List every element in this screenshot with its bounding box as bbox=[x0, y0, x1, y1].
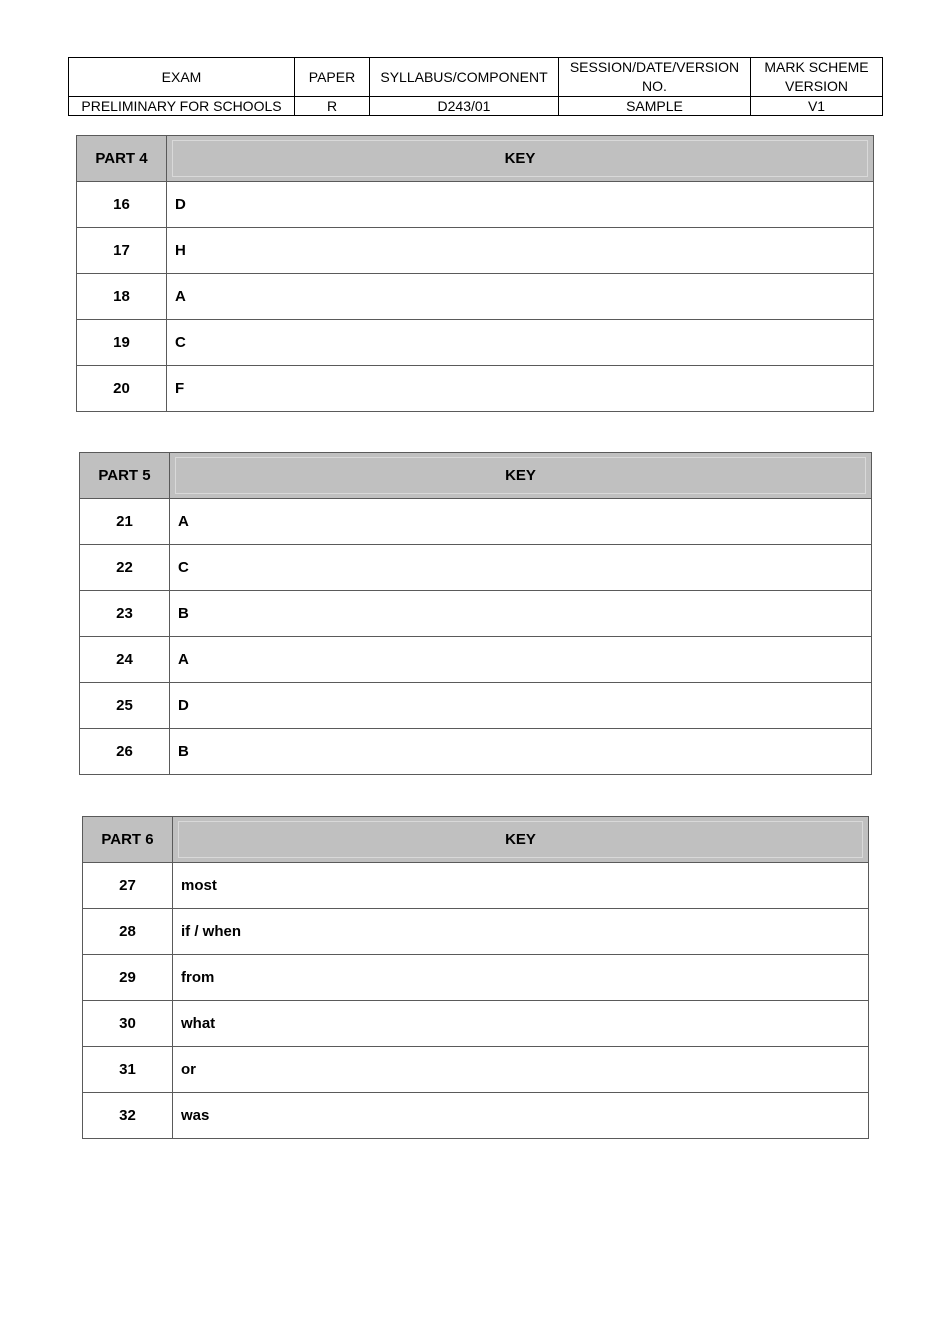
table-row bbox=[83, 1001, 869, 1047]
header-paper: PAPER bbox=[295, 58, 370, 97]
answer-key: C bbox=[167, 320, 874, 366]
question-number: 29 bbox=[83, 955, 173, 1001]
question-number: 32 bbox=[83, 1093, 173, 1139]
part-6-key-table bbox=[82, 816, 869, 1139]
table-row bbox=[80, 729, 872, 775]
question-number: 18 bbox=[77, 274, 167, 320]
key-label: KEY bbox=[175, 457, 866, 494]
table-row bbox=[80, 637, 872, 683]
table-row bbox=[80, 499, 872, 545]
answer-key: from bbox=[173, 955, 869, 1001]
question-number: 16 bbox=[77, 182, 167, 228]
value-mark-scheme-version: V1 bbox=[751, 97, 883, 116]
answer-key: or bbox=[173, 1047, 869, 1093]
table-row bbox=[83, 955, 869, 1001]
key-heading bbox=[167, 136, 874, 182]
table-row bbox=[83, 1093, 869, 1139]
header-session-date-version: SESSION/DATE/VERSION NO. bbox=[559, 58, 751, 97]
question-number: 26 bbox=[80, 729, 170, 775]
question-number: 24 bbox=[80, 637, 170, 683]
question-number: 31 bbox=[83, 1047, 173, 1093]
header-exam: EXAM bbox=[69, 58, 295, 97]
question-number: 27 bbox=[83, 863, 173, 909]
answer-key: was bbox=[173, 1093, 869, 1139]
answer-key: F bbox=[167, 366, 874, 412]
table-row bbox=[80, 591, 872, 637]
key-heading bbox=[170, 453, 872, 499]
question-number: 17 bbox=[77, 228, 167, 274]
exam-info-value-row bbox=[69, 97, 883, 116]
question-number: 21 bbox=[80, 499, 170, 545]
table-row bbox=[83, 863, 869, 909]
value-session: SAMPLE bbox=[559, 97, 751, 116]
part-4-key-table bbox=[76, 135, 874, 412]
question-number: 23 bbox=[80, 591, 170, 637]
answer-key: B bbox=[170, 729, 872, 775]
answer-key: what bbox=[173, 1001, 869, 1047]
part-label: PART 4 bbox=[77, 136, 167, 182]
answer-key: A bbox=[170, 637, 872, 683]
answer-key: A bbox=[170, 499, 872, 545]
question-number: 22 bbox=[80, 545, 170, 591]
question-number: 30 bbox=[83, 1001, 173, 1047]
question-number: 19 bbox=[77, 320, 167, 366]
answer-key: if / when bbox=[173, 909, 869, 955]
value-syllabus-component: D243/01 bbox=[370, 97, 559, 116]
table-row bbox=[83, 1047, 869, 1093]
table-row bbox=[80, 683, 872, 729]
answer-key: D bbox=[167, 182, 874, 228]
table-row bbox=[77, 320, 874, 366]
answer-key: A bbox=[167, 274, 874, 320]
value-paper: R bbox=[295, 97, 370, 116]
question-number: 25 bbox=[80, 683, 170, 729]
table-row bbox=[80, 545, 872, 591]
key-label: KEY bbox=[172, 140, 868, 177]
answer-key: D bbox=[170, 683, 872, 729]
part-label: PART 5 bbox=[80, 453, 170, 499]
answer-key: H bbox=[167, 228, 874, 274]
exam-info-table bbox=[68, 57, 883, 116]
answer-key: B bbox=[170, 591, 872, 637]
table-row bbox=[77, 274, 874, 320]
answer-key: C bbox=[170, 545, 872, 591]
part-5-key-table bbox=[79, 452, 872, 775]
table-row bbox=[77, 228, 874, 274]
question-number: 20 bbox=[77, 366, 167, 412]
question-number: 28 bbox=[83, 909, 173, 955]
value-exam: PRELIMINARY FOR SCHOOLS bbox=[69, 97, 295, 116]
part-6-header-row bbox=[83, 817, 869, 863]
part-5-header-row bbox=[80, 453, 872, 499]
table-row bbox=[83, 909, 869, 955]
part-4-header-row bbox=[77, 136, 874, 182]
exam-info-header-row bbox=[69, 58, 883, 97]
table-row bbox=[77, 366, 874, 412]
key-heading bbox=[173, 817, 869, 863]
answer-key: most bbox=[173, 863, 869, 909]
header-syllabus-component: SYLLABUS/COMPONENT bbox=[370, 58, 559, 97]
part-label: PART 6 bbox=[83, 817, 173, 863]
header-mark-scheme-version: MARK SCHEME VERSION bbox=[751, 58, 883, 97]
table-row bbox=[77, 182, 874, 228]
key-label: KEY bbox=[178, 821, 863, 858]
